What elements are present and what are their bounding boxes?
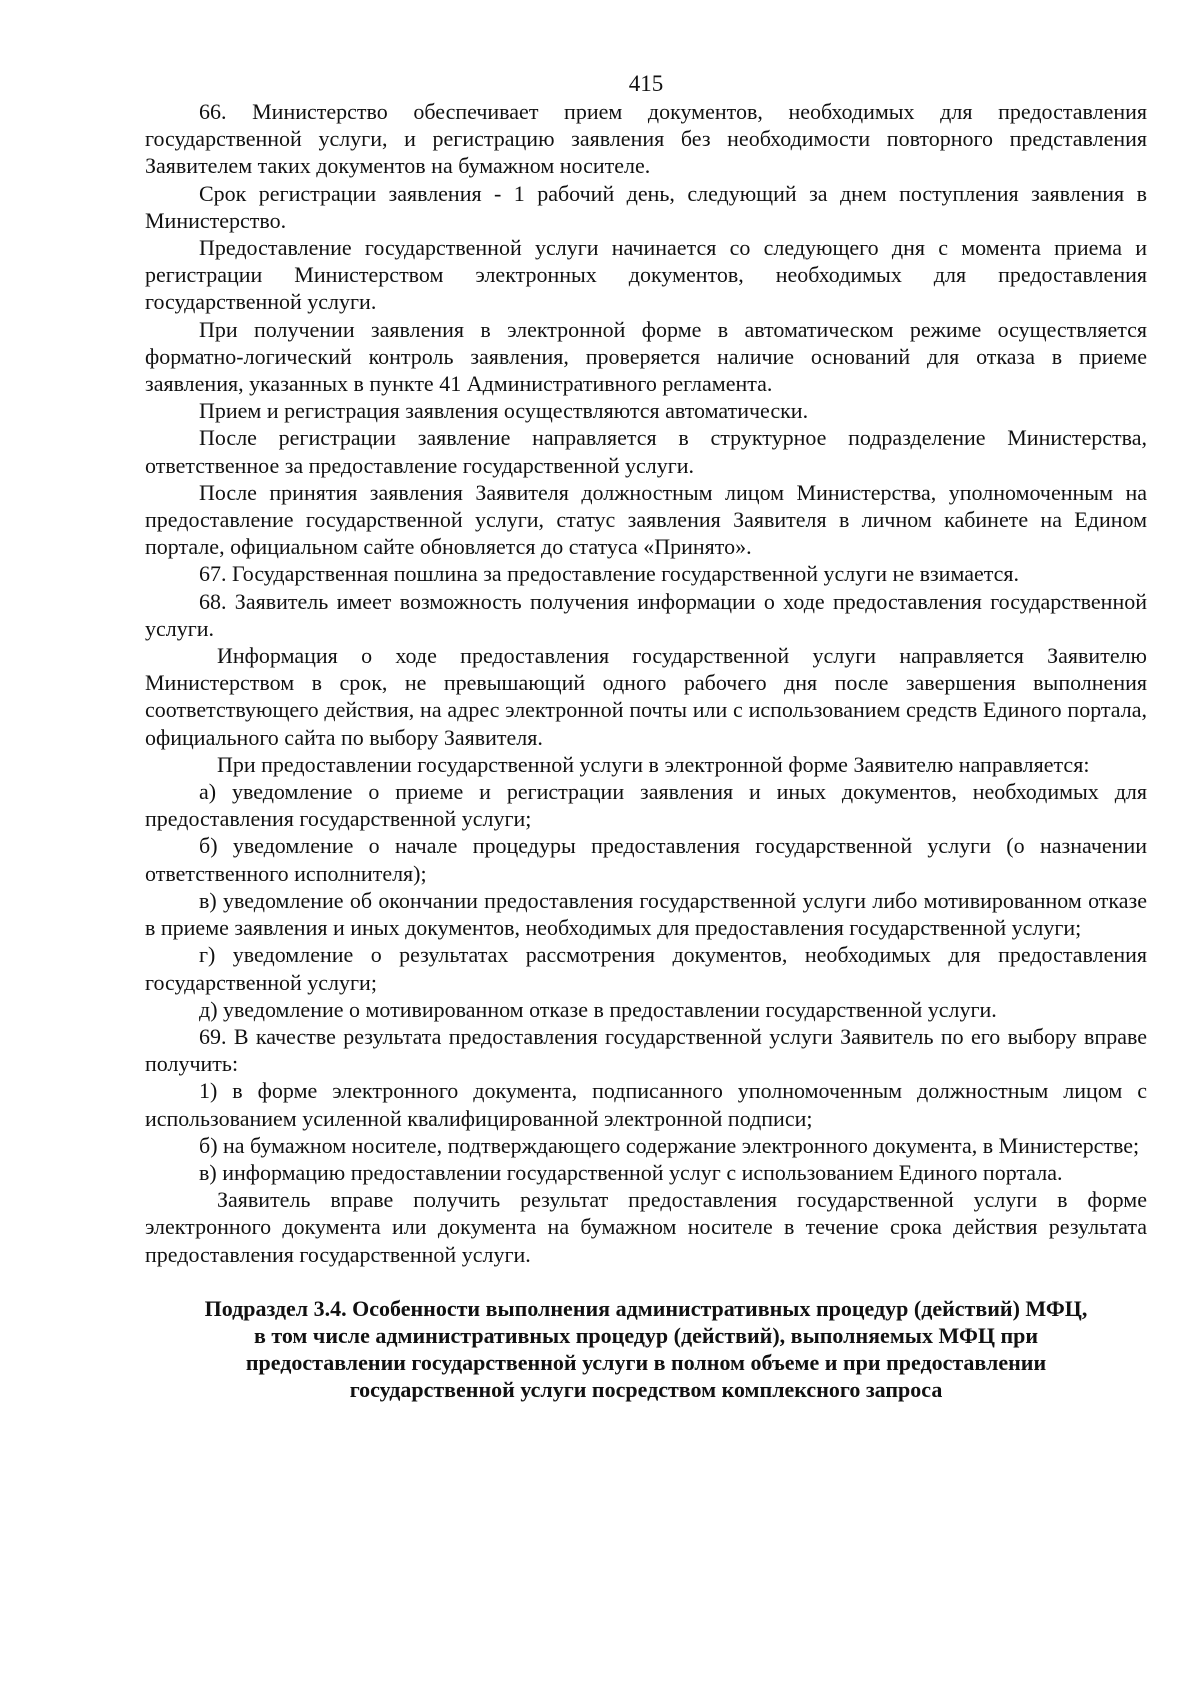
section-heading-line: Подраздел 3.4. Особенности выполнения административных процедур (действий) МФЦ, <box>204 1295 1088 1321</box>
paragraph-service-start: Предоставление государственной услуги начинается со следующего дня с момента приема и регистрации Министерством электронных документов, необходимых для предоставления государственной услуги. <box>145 235 1147 315</box>
page-number: 415 <box>628 71 664 96</box>
paragraph-result-format: Заявитель вправе получить результат предоставления государственной услуги в форме электронного документа или документа на бумажном носителе в течение срока действия результата предоставления государственной услуги. <box>145 1187 1147 1267</box>
section-heading <box>145 1295 1147 1403</box>
result-item-b: б) на бумажном носителе, подтверждающего содержание электронного документа, в Министерстве; <box>199 1132 1140 1158</box>
section-heading-line: в том числе административных процедур (действий), выполняемых МФЦ при <box>253 1322 1039 1348</box>
paragraph-format-control: При получении заявления в электронной форме в автоматическом режиме осуществляется форматно-логический контроль заявления, проверяется наличие оснований для отказа в приеме заявления, указанных в пункте 41 Административного регламента. <box>145 316 1147 397</box>
paragraph-progress-info: Информация о ходе предоставления государственной услуги направляется Заявителю Министерством в срок, не превышающий одного рабочего дня после завершения выполнения соответствующего действия, на адрес электронной почты или с использованием средств Единого портала, официального сайта по выбору Заявителя. <box>145 643 1147 750</box>
document-page <box>145 70 1147 1403</box>
section-heading-line: предоставлении государственной услуги в полном объеме и при предоставлении <box>245 1349 1047 1375</box>
paragraph-auto-registration: Прием и регистрация заявления осуществляются автоматически. <box>199 398 809 424</box>
list-item-a: а) уведомление о приеме и регистрации заявления и иных документов, необходимых для предоставления государственной услуги; <box>145 779 1147 832</box>
list-item-v: в) уведомление об окончании предоставления государственной услуги либо мотивированном отказе в приеме заявления и иных документов, необходимых для предоставления государственной услуги; <box>145 887 1147 941</box>
paragraph-routing: После регистрации заявление направляется в структурное подразделение Министерства, ответственное за предоставление государственной услуги. <box>145 425 1147 478</box>
list-item-g: г) уведомление о результатах рассмотрения документов, необходимых для предоставления государственной услуги; <box>145 942 1147 995</box>
paragraph-registration-term: Срок регистрации заявления - 1 рабочий день, следующий за днем поступления заявления в Министерство. <box>145 180 1147 233</box>
paragraph-status-update: После принятия заявления Заявителя должностным лицом Министерства, уполномоченным на предоставление государственной услуги, статус заявления Заявителя в личном кабинете на Едином портале, официальном сайте обновляется до статуса «Принято». <box>145 479 1147 560</box>
result-item-v: в) информацию предоставлении государственной услуг с использованием Единого портала. <box>199 1159 1063 1185</box>
paragraph-68: 68. Заявитель имеет возможность получения информации о ходе предоставления государственной услуги. <box>145 588 1147 641</box>
paragraph-notifications-intro: При предоставлении государственной услуги в электронной форме Заявителю направляется: <box>217 751 1090 777</box>
section-heading-line: государственной услуги посредством комплексного запроса <box>349 1376 943 1402</box>
paragraph-69: 69. В качестве результата предоставления государственной услуги Заявитель по его выбору вправе получить: <box>145 1023 1147 1077</box>
list-item-b: б) уведомление о начале процедуры предоставления государственной услуги (о назначении ответственного исполнителя); <box>145 833 1147 886</box>
list-item-d: д) уведомление о мотивированном отказе в предоставлении государственной услуги. <box>199 996 997 1022</box>
paragraph-67: 67. Государственная пошлина за предоставление государственной услуги не взимается. <box>199 561 1020 587</box>
paragraph-66: 66. Министерство обеспечивает прием документов, необходимых для предоставления государственной услуги, и регистрацию заявления без необходимости повторного представления Заявителем таких документов на бумажном носителе. <box>145 99 1147 179</box>
result-item-1: 1) в форме электронного документа, подписанного уполномоченным должностным лицом с использованием усиленной квалифицированной электронной подписи; <box>145 1078 1147 1131</box>
